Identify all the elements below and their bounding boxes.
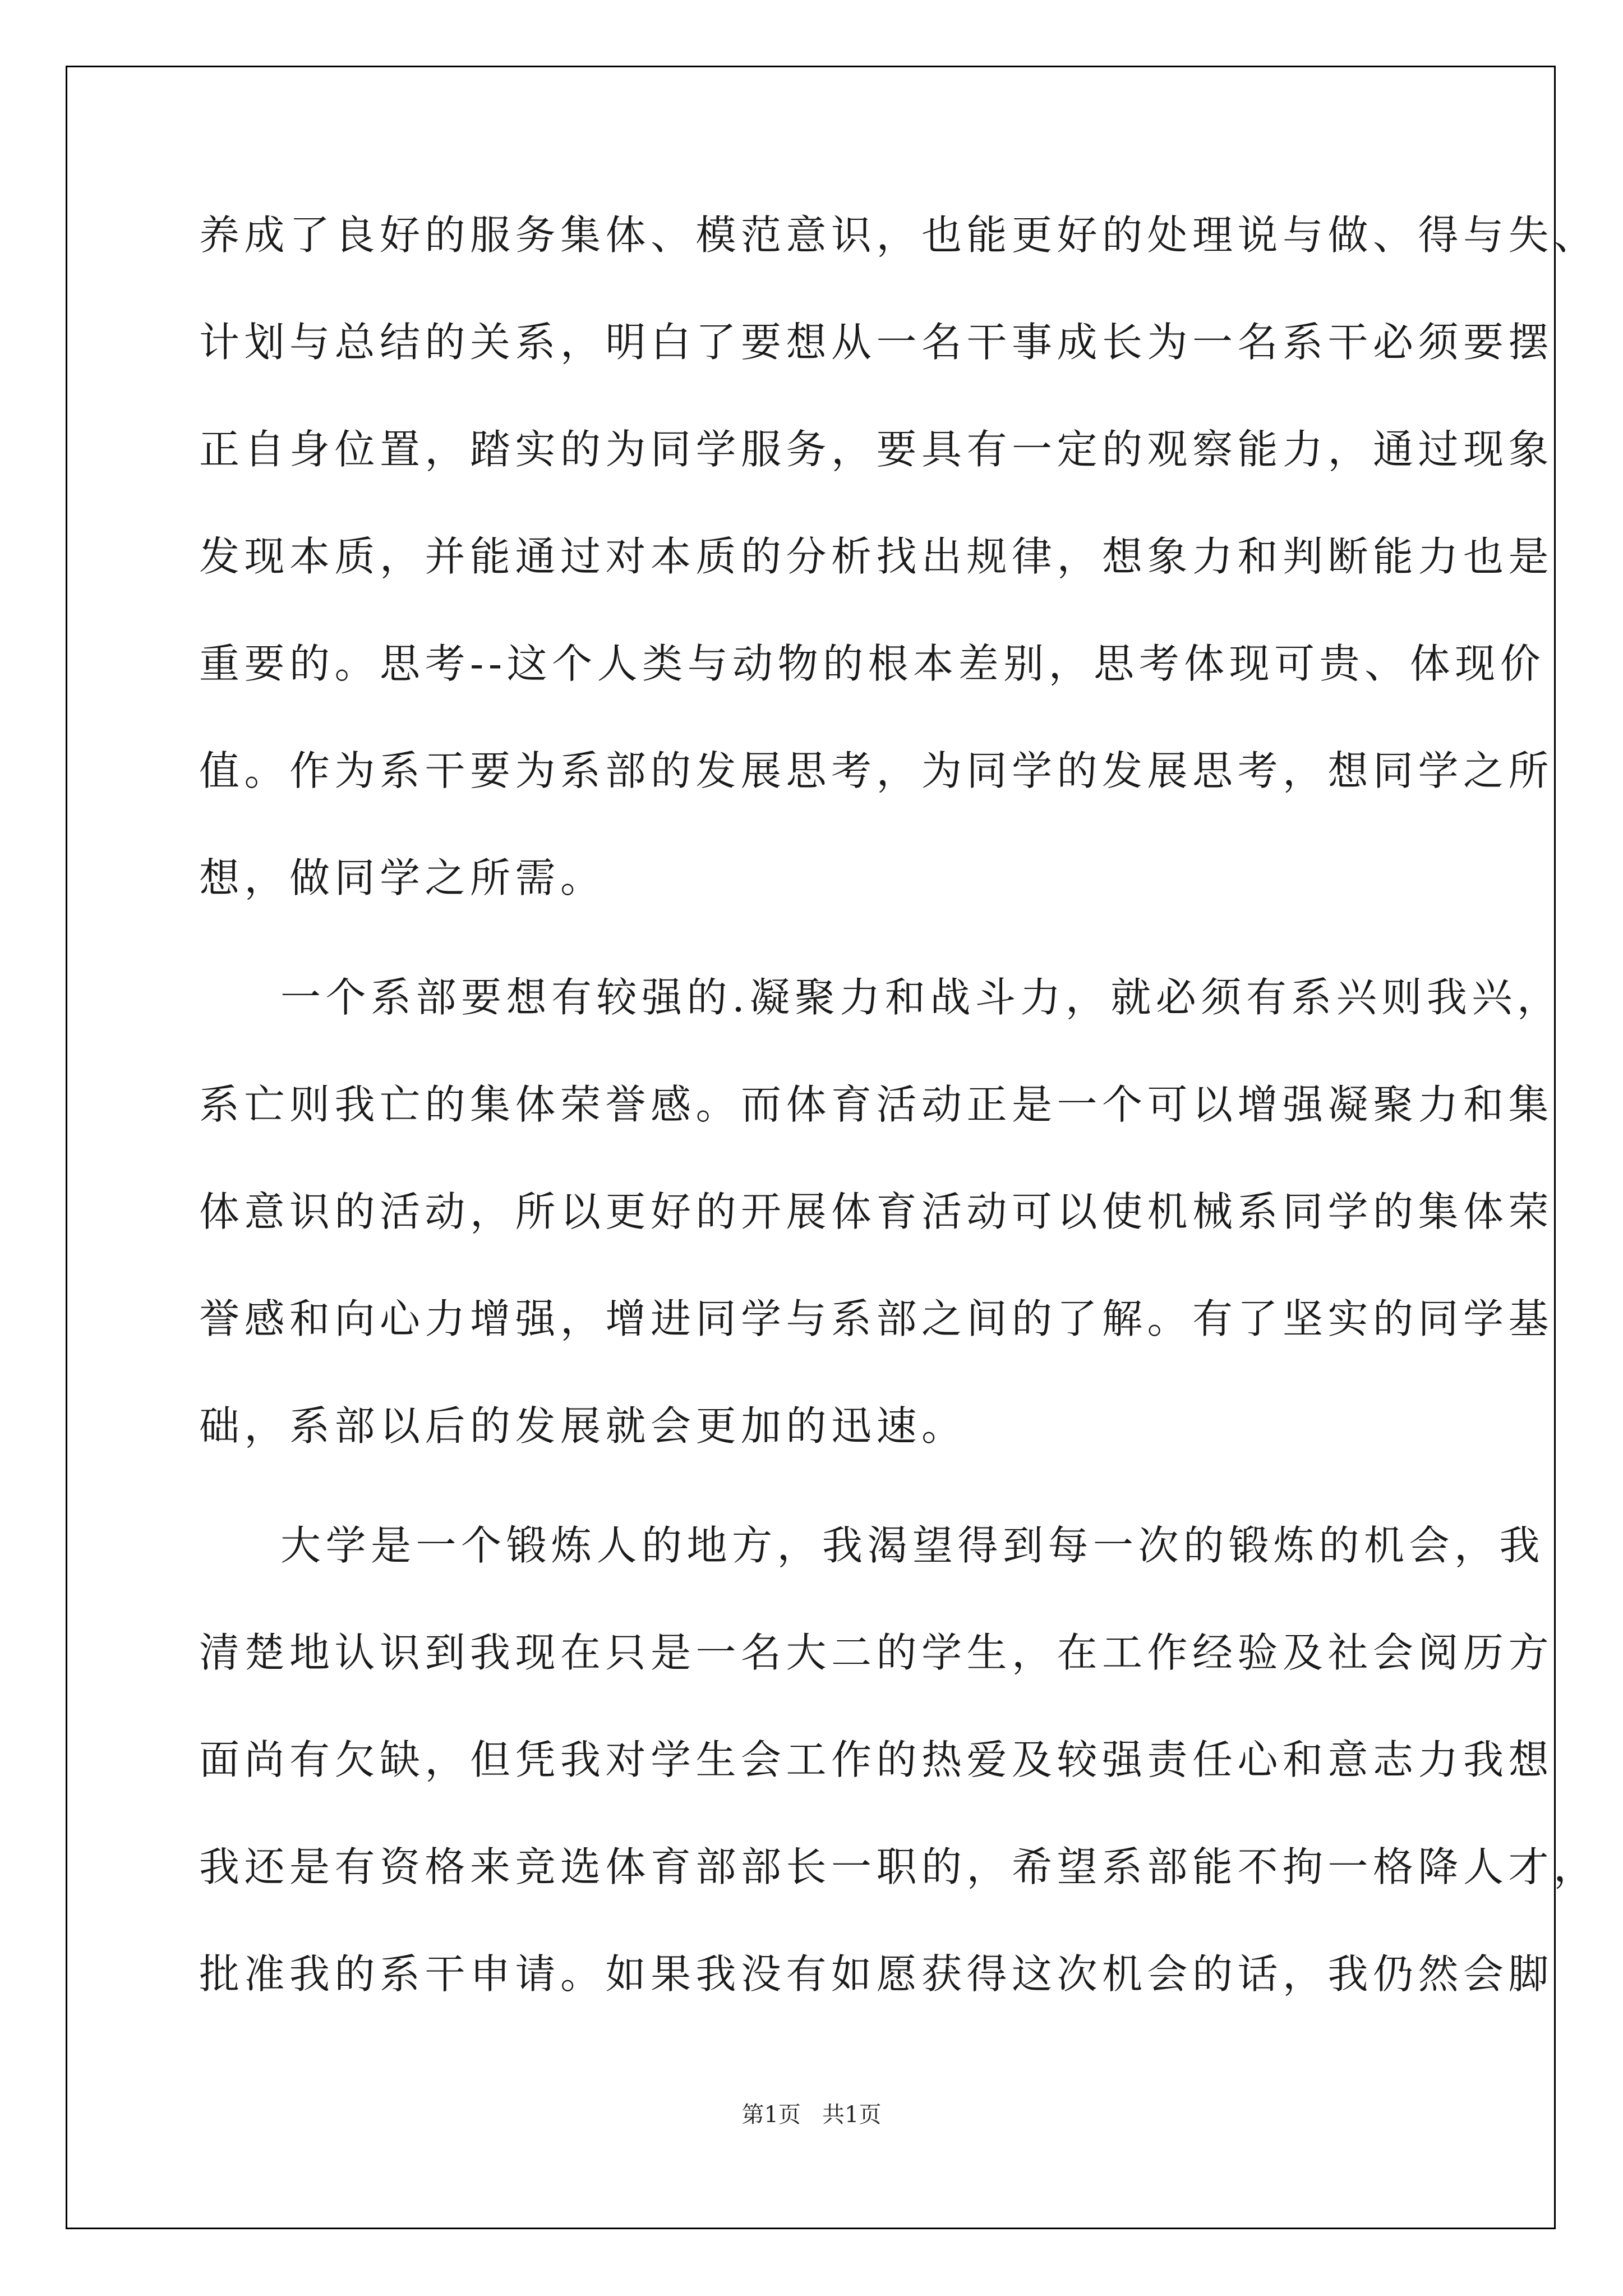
text-line-1: 养成了良好的服务集体、模范意识，也能更好的处理说与做、得与失、	[199, 211, 1599, 259]
text-line-9: 系亡则我亡的集体荣誉感。而体育活动正是一个可以增强凝聚力和集	[199, 1081, 1554, 1128]
text-line-16: 我还是有资格来竞选体育部部长一职的，希望系部能不拘一格降人才，	[199, 1843, 1599, 1890]
text-line-5: 重要的。思考--这个人类与动物的根本差别，思考体现可贵、体现价	[199, 640, 1546, 687]
text-line-8: 一个系部要想有较强的.凝聚力和战斗力，就必须有系兴则我兴，	[280, 974, 1562, 1021]
text-line-7: 想，做同学之所需。	[199, 854, 606, 901]
text-line-14: 清楚地认识到我现在只是一名大二的学生，在工作经验及社会阅历方	[199, 1629, 1554, 1676]
text-line-12: 础，系部以后的发展就会更加的迅速。	[199, 1402, 967, 1450]
text-line-13: 大学是一个锻炼人的地方，我渴望得到每一次的锻炼的机会，我	[280, 1522, 1545, 1569]
text-line-11: 誉感和向心力增强，增进同学与系部之间的了解。有了坚实的同学基	[199, 1295, 1554, 1342]
text-line-17: 批准我的系干申请。如果我没有如愿获得这次机会的话，我仍然会脚	[199, 1950, 1554, 1998]
text-line-15: 面尚有欠缺，但凭我对学生会工作的热爱及较强责任心和意志力我想	[199, 1736, 1554, 1783]
page-number-footer: 第1页 共1页	[741, 2102, 882, 2128]
text-line-2: 计划与总结的关系，明白了要想从一名干事成长为一名系干必须要摆	[199, 319, 1554, 366]
text-line-10: 体意识的活动，所以更好的开展体育活动可以使机械系同学的集体荣	[199, 1188, 1554, 1235]
page-border	[66, 66, 1556, 2229]
text-line-4: 发现本质，并能通过对本质的分析找出规律，想象力和判断能力也是	[199, 533, 1554, 580]
text-line-6: 值。作为系干要为系部的发展思考，为同学的发展思考，想同学之所	[199, 747, 1554, 794]
text-line-3: 正自身位置，踏实的为同学服务，要具有一定的观察能力，通过现象	[199, 426, 1554, 473]
